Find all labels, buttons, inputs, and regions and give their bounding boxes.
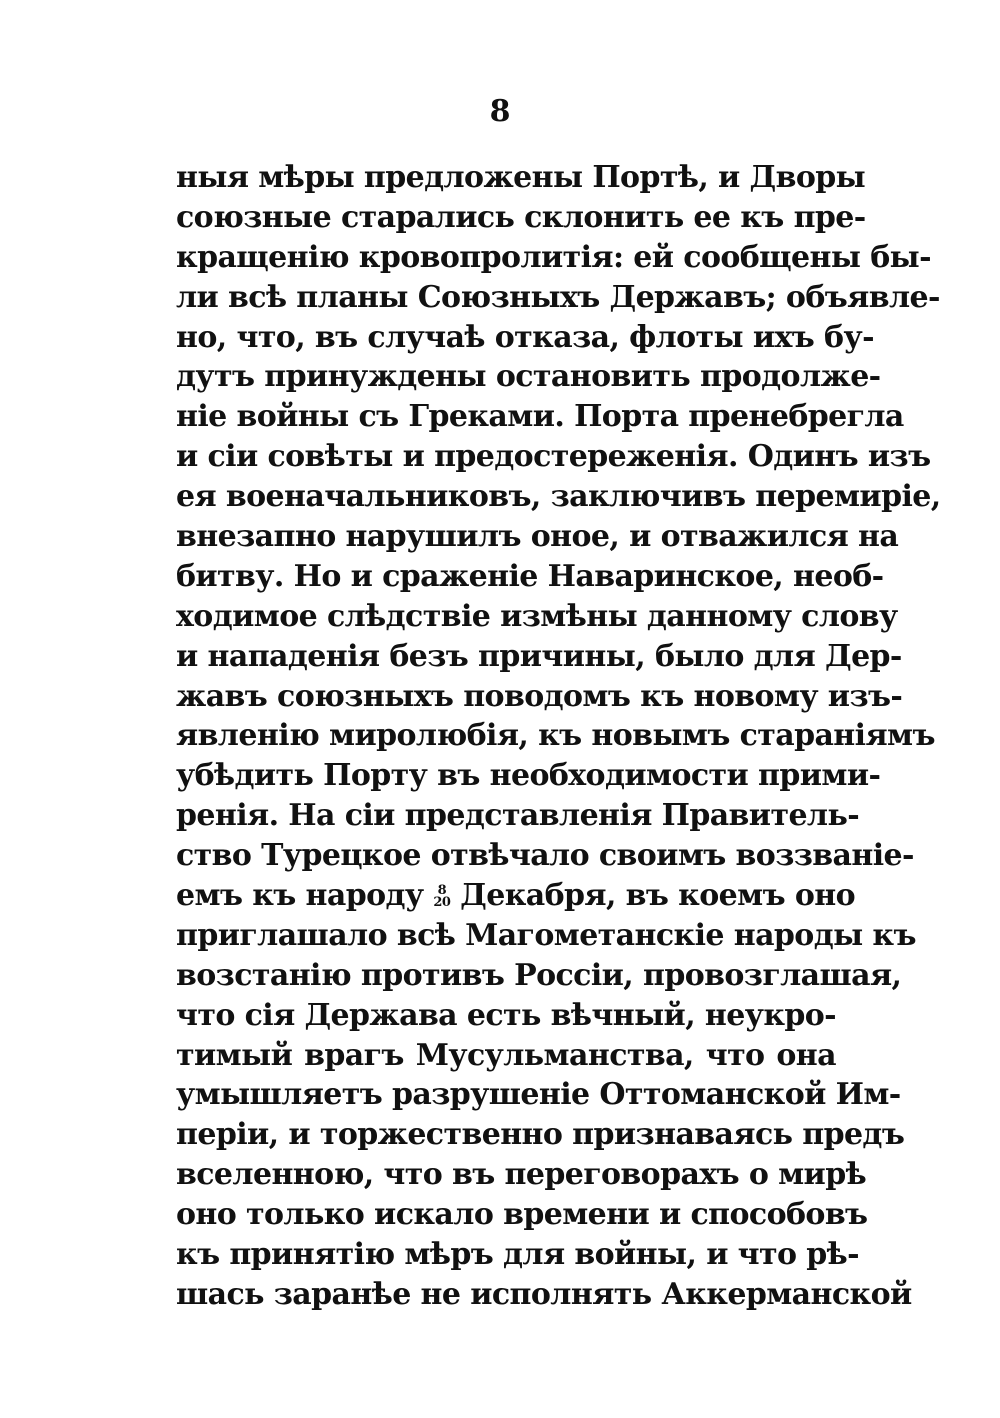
text-line: приглашало всѣ Магометанскіе народы къ — [176, 917, 916, 953]
page-number: 8 — [489, 94, 511, 129]
text-line: ренія. На сіи представленія Правитель- — [176, 798, 860, 834]
text-line: убѣдить Порту въ необходимости прими- — [176, 758, 881, 794]
text-line: ство Турецкое отвѣчало своимъ воззваніе- — [176, 838, 914, 874]
text-line: ходимое слѣдствіе измѣны данному слову — [176, 598, 898, 634]
text-line: вселенною, что въ переговорахъ о мирѣ — [176, 1157, 867, 1193]
text-line: ея военачальниковъ, заключивъ перемиріе, — [176, 479, 941, 515]
text-line: битву. Но и сраженіе Наваринское, необ- — [176, 558, 884, 594]
date-fraction-top: 8 — [437, 883, 447, 899]
text-line: явленію миролюбія, къ новымъ стараніямъ — [176, 718, 935, 754]
text-line: внезапно нарушилъ оное, и отважился на — [176, 519, 899, 555]
date-line-after: Декабря, въ коемъ оно — [460, 878, 856, 914]
text-line: что сія Держава есть вѣчный, неукро- — [176, 997, 837, 1033]
text-line: жавъ союзныхъ поводомъ къ новому изъ- — [176, 678, 903, 714]
text-line: и нападенія безъ причины, было для Дер- — [176, 638, 902, 674]
date-line-before: емъ къ народу — [176, 878, 424, 914]
text-line: оно только искало времени и способовъ — [176, 1197, 868, 1233]
body-text — [176, 158, 941, 1315]
date-fraction — [433, 885, 450, 909]
text-line: кращенію кровопролитія: ей сообщены бы- — [176, 239, 931, 275]
date-fraction-bottom: 20 — [433, 895, 451, 911]
text-line: дутъ принуждены остановить продолже- — [176, 359, 881, 395]
text-line: періи, и торжественно признаваясь предъ — [176, 1117, 905, 1153]
text-line: и сіи совѣты и предостереженія. Одинъ изъ — [176, 439, 931, 475]
text-line: тимый врагъ Мусульманства, что она — [176, 1037, 836, 1073]
text-line: ніе войны съ Греками. Порта пренебрегла — [176, 399, 904, 435]
text-line: умышляетъ разрушеніе Оттоманской Им- — [176, 1077, 901, 1113]
text-line: но, что, въ случаѣ отказа, флоты ихъ бу- — [176, 319, 874, 355]
text-line-date — [176, 876, 856, 916]
text-line: союзные старались склонить ее къ пре- — [176, 199, 866, 235]
text-line: возстанію противъ Россіи, провозглашая, — [176, 957, 902, 993]
text-line: ли всѣ планы Союзныхъ Державъ; объявле- — [176, 279, 940, 315]
text-line: ныя мѣры предложены Портѣ, и Дворы — [176, 160, 866, 195]
text-line: шась заранѣе не исполнять Аккерманской — [176, 1276, 912, 1312]
text-line: къ принятію мѣръ для войны, и что рѣ- — [176, 1237, 860, 1273]
